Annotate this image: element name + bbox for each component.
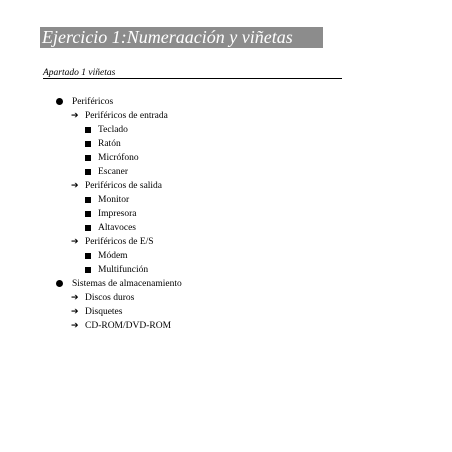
- arrow-bullet-icon: ➔: [71, 111, 79, 121]
- outline-item-text: Teclado: [98, 125, 128, 135]
- outline-item-text: Periféricos: [72, 97, 114, 107]
- outline-item-text: Multifunción: [98, 265, 149, 275]
- outline-item-text: Monitor: [98, 195, 130, 205]
- outline-item-text: Periféricos de salida: [85, 181, 163, 191]
- outline-item-text: Sistemas de almacenamiento: [72, 279, 182, 289]
- outline-item-text: Módem: [98, 251, 128, 261]
- arrow-bullet-icon: ➔: [71, 307, 79, 317]
- outline-item-text: Impresora: [98, 209, 137, 219]
- title-bar: [40, 27, 323, 48]
- document-title: Ejercicio 1:Numeraación y viñetas: [42, 27, 293, 47]
- section-heading-text: Apartado 1 viñetas: [43, 68, 116, 78]
- arrow-bullet-icon: ➔: [71, 181, 79, 191]
- arrow-bullet-icon: ➔: [71, 321, 79, 331]
- outline-item-text: Escaner: [98, 167, 129, 177]
- arrow-bullet-icon: ➔: [71, 237, 79, 247]
- outline-item-text: Periféricos de E/S: [85, 237, 154, 247]
- outline-item-text: Ratón: [98, 139, 121, 149]
- outline-item-text: Periféricos de entrada: [85, 111, 168, 121]
- outline-item-text: Discos duros: [85, 293, 135, 303]
- outline-item-text: Disquetes: [85, 307, 123, 317]
- outline-item-text: CD-ROM/DVD-ROM: [85, 321, 172, 331]
- arrow-bullet-icon: ➔: [71, 293, 79, 303]
- section-heading: [43, 66, 342, 79]
- outline-item-text: Altavoces: [98, 223, 136, 233]
- outline-item-text: Micrófono: [98, 153, 139, 163]
